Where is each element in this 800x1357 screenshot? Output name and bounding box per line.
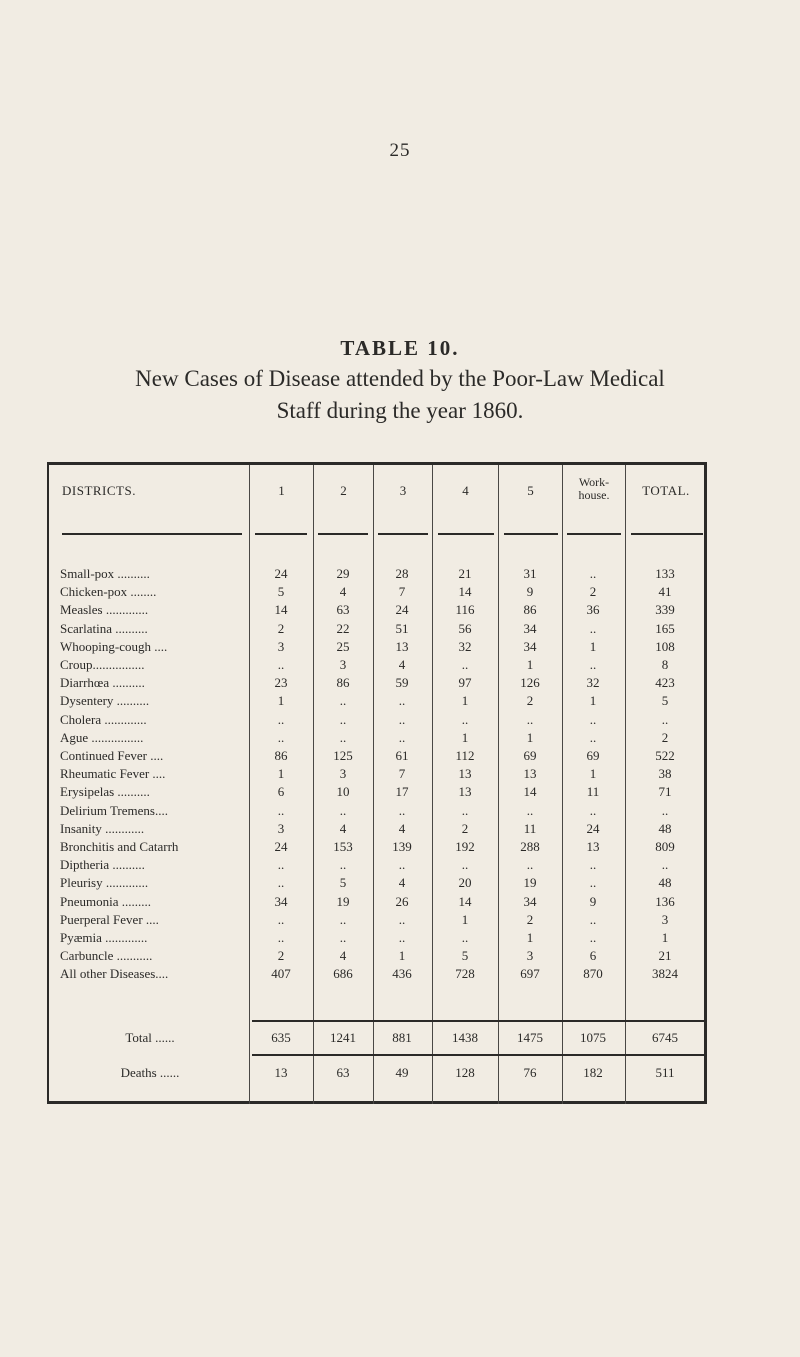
row-label: Erysipelas .......... [60, 784, 150, 799]
row-label: Continued Fever .... [60, 748, 164, 763]
table-cell: .. [398, 730, 406, 745]
table-cell: .. [589, 930, 597, 945]
table-cell: .. [277, 875, 285, 890]
total-cell: 1241 [330, 1030, 356, 1045]
table-cell: 153 [333, 839, 353, 854]
table-cell: 24 [586, 821, 600, 836]
header-rule [567, 533, 621, 535]
table-cell: 1 [589, 639, 597, 654]
table-cell: 34 [523, 639, 537, 654]
table-cell: .. [339, 693, 347, 708]
table-cell: 288 [520, 839, 540, 854]
table-cell: .. [461, 930, 469, 945]
table-cell: 97 [458, 675, 472, 690]
table-cell: 4 [398, 875, 406, 890]
row-label: Small-pox .......... [60, 566, 150, 581]
header-district-1: 1 [278, 483, 285, 498]
table-cell: 32 [458, 639, 472, 654]
table-cell: 8 [661, 657, 669, 672]
table-cell: .. [589, 621, 597, 636]
table-cell: 17 [395, 784, 409, 799]
table-cell: .. [589, 712, 597, 727]
table-cell: 108 [655, 639, 675, 654]
table-cell: 31 [523, 566, 537, 581]
row-label: Puerperal Fever .... [60, 912, 159, 927]
table-cell: 36 [586, 602, 600, 617]
table-cell: 9 [589, 894, 597, 909]
table-cell: 10 [336, 784, 350, 799]
table-cell: 21 [458, 566, 472, 581]
table-cell: 1 [461, 693, 469, 708]
column-divider [249, 465, 250, 1104]
table-cell: 136 [655, 894, 675, 909]
table-cell: .. [461, 803, 469, 818]
table-cell: 407 [271, 966, 291, 981]
table-cell: 32 [586, 675, 600, 690]
table-cell: 3 [277, 639, 285, 654]
table-cell: .. [398, 803, 406, 818]
table-cell: 1 [461, 912, 469, 927]
table-cell: 63 [336, 602, 350, 617]
table-cell: 86 [523, 602, 537, 617]
table-cell: 24 [274, 839, 288, 854]
table-cell: 29 [336, 566, 350, 581]
row-label: Chicken-pox ........ [60, 584, 157, 599]
table-cell: 24 [274, 566, 288, 581]
table-cell: 13 [458, 784, 472, 799]
table-cell: 23 [274, 675, 288, 690]
table-cell: 5 [277, 584, 285, 599]
table-cell: 697 [520, 966, 540, 981]
table-cell: 522 [655, 748, 675, 763]
table-frame [47, 462, 707, 1104]
total-label: Total ...... [125, 1030, 175, 1045]
table-cell: 69 [586, 748, 600, 763]
table-cell: .. [277, 712, 285, 727]
table-cell: .. [589, 803, 597, 818]
table-cell: 1 [461, 730, 469, 745]
row-label: Bronchitis and Catarrh [60, 839, 179, 854]
table-cell: .. [398, 712, 406, 727]
table-cell: .. [277, 857, 285, 872]
table-cell: 436 [392, 966, 412, 981]
table-cell: 4 [339, 821, 347, 836]
table-cell: .. [277, 657, 285, 672]
deaths-cell: 182 [583, 1065, 603, 1080]
table-cell: .. [277, 912, 285, 927]
deaths-cell: 511 [655, 1065, 675, 1080]
table-cell: .. [398, 912, 406, 927]
table-cell: 11 [586, 784, 600, 799]
table-cell: 165 [655, 621, 675, 636]
table-cell: 19 [336, 894, 350, 909]
table-cell: .. [277, 803, 285, 818]
row-label: Dysentery .......... [60, 693, 150, 708]
table-cell: 423 [655, 675, 675, 690]
table-cell: 22 [336, 621, 350, 636]
table-cell: 38 [658, 766, 672, 781]
header-rule [318, 533, 368, 535]
table-cell: 7 [398, 584, 406, 599]
table-cell: 34 [523, 894, 537, 909]
table-cell: 5 [339, 875, 347, 890]
header-rule [504, 533, 558, 535]
table-cell: 4 [339, 948, 347, 963]
header-workhouse-line-2: house. [578, 488, 610, 503]
table-cell: .. [339, 930, 347, 945]
header-rule [631, 533, 703, 535]
table-cell: 21 [658, 948, 672, 963]
subtitle-line-2: Staff during the year 1860. [276, 398, 524, 423]
table-cell: .. [277, 930, 285, 945]
table-cell: 3824 [652, 966, 678, 981]
header-district-3: 3 [399, 483, 407, 498]
header-district-5: 5 [527, 483, 534, 498]
deaths-cell: 13 [274, 1065, 288, 1080]
table-cell: .. [589, 857, 597, 872]
row-label: Rheumatic Fever .... [60, 766, 166, 781]
table-cell: 14 [274, 602, 288, 617]
table-cell: 13 [523, 766, 537, 781]
table-cell: 4 [398, 657, 406, 672]
table-cell: 19 [523, 875, 537, 890]
table-cell: .. [526, 712, 534, 727]
table-cell: 5 [661, 693, 669, 708]
table-cell: 3 [526, 948, 534, 963]
table-cell: 34 [523, 621, 537, 636]
table-cell: 59 [395, 675, 409, 690]
total-cell: 635 [271, 1030, 291, 1045]
table-cell: 4 [398, 821, 406, 836]
table-cell: 133 [655, 566, 675, 581]
table-cell: 2 [526, 912, 534, 927]
table-cell: 20 [458, 875, 472, 890]
row-label: Pleurisy ............. [60, 875, 149, 890]
total-cell: 1475 [517, 1030, 543, 1045]
table-title: TABLE 10. [340, 336, 460, 360]
column-divider [498, 465, 499, 1104]
table-cell: 125 [333, 748, 353, 763]
table-cell: 71 [658, 784, 672, 799]
table-cell: 28 [395, 566, 409, 581]
table-cell: 339 [655, 602, 675, 617]
table-cell: 870 [583, 966, 603, 981]
table-cell: 86 [336, 675, 350, 690]
row-label: Pyæmia ............. [60, 930, 148, 945]
column-divider [432, 465, 433, 1104]
table-cell: 86 [274, 748, 288, 763]
row-label: Insanity ............ [60, 821, 145, 836]
table-cell: 1 [589, 693, 597, 708]
table-cell: 1 [526, 730, 534, 745]
table-cell: .. [398, 857, 406, 872]
table-cell: 116 [455, 602, 475, 617]
deaths-cell: 49 [395, 1065, 409, 1080]
table-cell: .. [661, 712, 669, 727]
table-cell: .. [589, 875, 597, 890]
header-workhouse-line-1: Work- [578, 475, 610, 489]
table-cell: 2 [461, 821, 469, 836]
table-cell: 139 [392, 839, 412, 854]
table-cell: 3 [339, 657, 347, 672]
row-label: Scarlatina .......... [60, 621, 148, 636]
total-cell: 1075 [580, 1030, 606, 1045]
table-cell: 1 [277, 693, 285, 708]
header-workhouse [563, 476, 625, 502]
table-cell: 2 [526, 693, 534, 708]
row-label: Diptheria .......... [60, 857, 145, 872]
header-district-2: 2 [340, 483, 347, 498]
table-cell: .. [339, 712, 347, 727]
column-divider [625, 465, 626, 1104]
header-rule [438, 533, 494, 535]
table-cell: 14 [458, 584, 472, 599]
table-cell: .. [526, 803, 534, 818]
header-rule [378, 533, 428, 535]
table-cell: 13 [395, 639, 409, 654]
table-cell: 14 [523, 784, 537, 799]
table-cell: 11 [523, 821, 537, 836]
table-cell: 126 [520, 675, 540, 690]
table-cell: .. [398, 693, 406, 708]
table-cell: 13 [458, 766, 472, 781]
table-cell: 1 [277, 766, 285, 781]
table-cell: .. [661, 803, 669, 818]
total-cell: 1438 [452, 1030, 478, 1045]
table-cell: 192 [455, 839, 475, 854]
table-cell: 34 [274, 894, 288, 909]
table-cell: 112 [455, 748, 475, 763]
table-cell: 3 [661, 912, 669, 927]
table-cell: .. [589, 912, 597, 927]
table-cell: 69 [523, 748, 537, 763]
table-cell: 9 [526, 584, 534, 599]
row-label: Diarrhœa .......... [60, 675, 145, 690]
table-cell: 2 [277, 948, 285, 963]
table-cell: 14 [458, 894, 472, 909]
deaths-cell: 76 [523, 1065, 537, 1080]
table-cell: .. [589, 657, 597, 672]
deaths-rule [252, 1054, 704, 1056]
deaths-label: Deaths ...... [120, 1065, 180, 1080]
table-cell: 7 [398, 766, 406, 781]
table-cell: 51 [395, 621, 409, 636]
table-cell: 3 [277, 821, 285, 836]
table-cell: 1 [526, 930, 534, 945]
table-cell: .. [661, 857, 669, 872]
row-label: Cholera ............. [60, 712, 147, 727]
table-cell: 6 [277, 784, 285, 799]
header-rule [62, 533, 242, 535]
table-cell: 3 [339, 766, 347, 781]
table-cell: 61 [395, 748, 409, 763]
table-cell: .. [339, 730, 347, 745]
row-label: Pneumonia ......... [60, 894, 151, 909]
table-cell: 48 [658, 821, 672, 836]
table-cell: 2 [589, 584, 597, 599]
row-label: Measles ............. [60, 602, 149, 617]
table-cell: .. [589, 566, 597, 581]
table-cell: 809 [655, 839, 675, 854]
header-total: TOTAL. [642, 483, 690, 498]
table-cell: 2 [661, 730, 669, 745]
table-cell: 2 [277, 621, 285, 636]
table-cell: 48 [658, 875, 672, 890]
table-cell: .. [339, 912, 347, 927]
table-cell: 4 [339, 584, 347, 599]
table-cell: .. [526, 857, 534, 872]
table-cell: .. [277, 730, 285, 745]
table-cell: 1 [661, 930, 669, 945]
table-cell: 13 [586, 839, 600, 854]
subtitle-line-1: New Cases of Disease attended by the Poor-Law Medical [135, 366, 665, 391]
total-rule [252, 1020, 704, 1022]
row-label: Whooping-cough .... [60, 639, 168, 654]
table-cell: 6 [589, 948, 597, 963]
table-cell: 686 [333, 966, 353, 981]
row-label: All other Diseases.... [60, 966, 169, 981]
table-cell: .. [589, 730, 597, 745]
table-cell: 25 [336, 639, 350, 654]
header-rule [255, 533, 307, 535]
table-cell: 1 [526, 657, 534, 672]
table-cell: .. [461, 712, 469, 727]
table-cell: 41 [658, 584, 672, 599]
table-cell: 56 [458, 621, 472, 636]
table-cell: .. [339, 857, 347, 872]
table-cell: 1 [398, 948, 406, 963]
table-cell: .. [461, 857, 469, 872]
total-cell: 881 [392, 1030, 412, 1045]
page-number: 25 [389, 140, 411, 161]
deaths-cell: 128 [455, 1065, 475, 1080]
total-cell: 6745 [652, 1030, 678, 1045]
deaths-cell: 63 [336, 1065, 350, 1080]
header-district-4: 4 [462, 483, 469, 498]
row-label: Delirium Tremens.... [60, 803, 168, 818]
table-cell: 26 [395, 894, 409, 909]
row-label: Croup................ [60, 657, 145, 672]
table-cell: 728 [455, 966, 475, 981]
table-cell: .. [339, 803, 347, 818]
row-label: Ague ................ [60, 730, 144, 745]
table-cell: .. [398, 930, 406, 945]
table-cell: 5 [461, 948, 469, 963]
table-cell: .. [461, 657, 469, 672]
row-label: Carbuncle ........... [60, 948, 153, 963]
header-districts: DISTRICTS. [62, 483, 136, 498]
table-cell: 1 [589, 766, 597, 781]
table-cell: 24 [395, 602, 409, 617]
